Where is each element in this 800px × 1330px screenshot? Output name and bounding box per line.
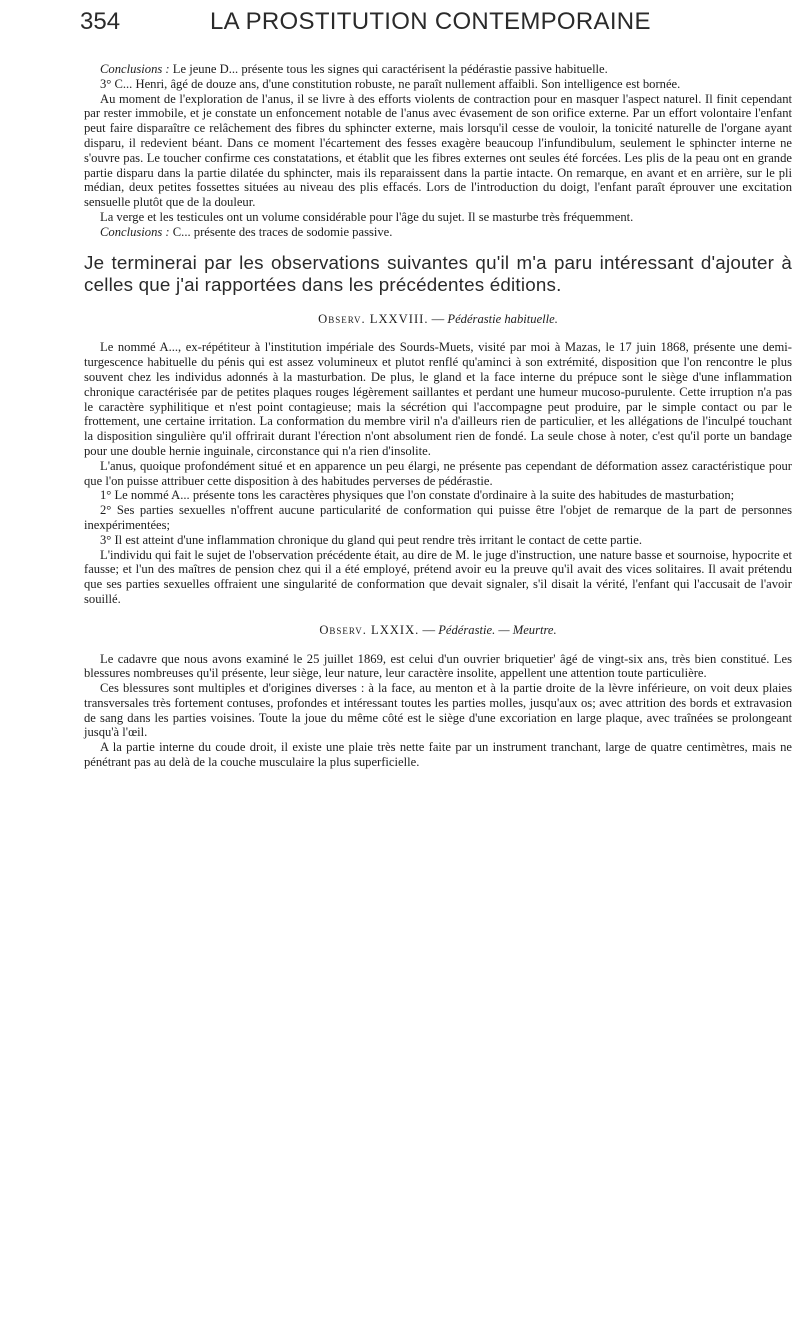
observation-78-paragraph: Le nommé A..., ex-répétiteur à l'institution impériale des Sourds-Muets, visité par moi à Mazas, le 17 juin 1868, présente une demi-turgescence habituelle du pénis qui est assez volumineux et plutot renflé qu'aminci à son extrémité, disposition que l'on rencontre le plus souvent chez les individus adonnés à la masturbation. De plus, le gland et la face interne du prépuce sont le siège d'une inflammation chronique caractérisée par de petites plaques rouges légèrement saillantes et perdant une humeur mucoso-purulente. Cette irruption n'a pas le caractère syphilitique et n'est point contagieuse; mais la sécrétion qui l'accompagne peut produire, par le simple contact ou par le frottement, une certaine irritation. La conformation du membre viril n'a d'ailleurs rien de particulier, et les allégations de l'inculpé touchant la disposition singulière qu'il offrirait durant l'érection n'ont absolument rien de fondé. La seule chose à noter, c'est qu'il porte un bandage pour une double hernie inguinale, circonstance qui n'a rien d'insolite. <box>84 340 792 458</box>
body-text <box>84 62 792 770</box>
conclusions-label: Conclusions : <box>100 224 170 239</box>
observation-label: Observ. LXXIX. <box>319 622 420 637</box>
observation-78-paragraph: L'individu qui fait le sujet de l'observation précédente était, au dire de M. le juge d'instruction, une nature basse et sournoise, hypocrite et fausse; et l'un des maîtres de pension chez qui il a été employé, prétend avoir eu la preuve qu'il avait des vices solitaires. Il avait prétendu que ses parties sexuelles offraient une singularité de conformation que devait signaler, s'il disait la vérité, l'enfant qui l'accusait de l'avoir souillé. <box>84 547 792 606</box>
observation-label: Observ. LXXVIII. <box>318 311 429 326</box>
conclusions-paragraph-1 <box>84 62 792 77</box>
conclusions-text: C... présente des traces de sodomie passive. <box>169 224 393 239</box>
observation-title: Pédérastie habituelle. <box>447 311 558 326</box>
conclusions-text: Le jeune D... présente tous les signes qui caractérisent la pédérastie passive habituelle. <box>169 62 608 76</box>
conclusions-paragraph-2 <box>84 225 792 240</box>
observation-78-conclusion-1: 1° Le nommé A... présente tons les caractères physiques que l'on constate d'ordinaire à la suite des habitudes de masturbation; <box>100 488 735 503</box>
observation-78-conclusion-3: 3° Il est atteint d'une inflammation chronique du gland qui peut rendre très irritant le contact de cette partie. <box>100 532 642 547</box>
heading-dash: — <box>428 311 448 326</box>
conclusions-label: Conclusions : <box>100 62 170 76</box>
page-number: 354 <box>80 8 121 35</box>
running-title: LA PROSTITUTION CONTEMPORAINE <box>210 8 651 35</box>
observation-79-paragraph: Ces blessures sont multiples et d'origines diverses : à la face, au menton et à la partie droite de la lèvre inférieure, on voit deux plaies transversales très fortement contuses, profondes et intéressant toutes les parties molles, jusqu'aux os; avec attrition des bords et extravasion de sang dans les parties voisines. Toute la joue du même côté est le siège d'une excoriation en large plaque, avec traînées se prolongeant jusqu'à l'œil. <box>84 681 792 740</box>
observation-title: Pédérastie. — Meurtre. <box>438 622 557 637</box>
observation-79-paragraph: A la partie interne du coude droit, il existe une plaie très nette faite par un instrument tranchant, large de quatre centimètres, mais ne pénétrant pas au delà de la couche musculaire la plus superficielle. <box>84 740 792 770</box>
observation-78-conclusion-2: 2° Ses parties sexuelles n'offrent aucune particularité de conformation qui puisse être l'objet de remarque de la part de personnes inexpérimentées; <box>84 503 792 532</box>
case-3-exam: Au moment de l'exploration de l'anus, il se livre à des efforts violents de contraction pour en masquer l'aspect naturel. Il finit cependant par rester immobile, et je constate un enfoncement notable de l'anus avec évasement de son orifice externe. Par un effort volontaire l'enfant peut faire disparaître ce relâchement des fibres du sphincter externe, mais lorsqu'il cesse de vouloir, la tonicité naturelle de l'organe ayant disparu, il redevient béant. Dans ce moment l'écartement des fesses exagère beaucoup l'infundibulum, seulement le sphincter interne ne s'ouvre pas. Le toucher confirme ces constatations, et établit que les fibres externes ont seules été forcées. Les plis de la peau ont en grande partie disparu dans la partie dilatée du sphincter, mais ils reparaissent dans la partie intacte. On remarque, en avant et en arrière, sur le pli médian, deux petites fossettes situées au niveau des plis effacés. Lors de l'introduction du doigt, l'enfant paraît éprouver une excitation sensuelle plutôt que de la douleur. <box>84 91 792 210</box>
page-header <box>80 8 740 46</box>
heading-dash: — <box>419 622 439 637</box>
observation-79-heading <box>84 623 792 638</box>
observation-78-heading <box>84 312 792 327</box>
observation-79-paragraph: Le cadavre que nous avons examiné le 25 juillet 1869, est celui d'un ouvrier briquetier' âgé de vingt-six ans, très bien constitué. Les blessures nombreuses qu'il présente, leur siège, leur nature, leur caractère insolite, appellent une attention toute particulière. <box>84 651 792 681</box>
observation-78-paragraph: L'anus, quoique profondément situé et en apparence un peu élargi, ne présente pas cependant de déformation assez caractéristique pour que l'on puisse attribuer cette disposition à des habitudes perverses de pédérastie. <box>84 458 792 488</box>
intro-large-paragraph: Je terminerai par les observations suivantes qu'il m'a paru intéressant d'ajouter à celles que j'ai rapportées dans les précédentes éditions. <box>84 251 792 295</box>
case-3-intro: 3° C... Henri, âgé de douze ans, d'une constitution robuste, ne paraît nullement affaibli. Son intelligence est bornée. <box>100 76 681 91</box>
case-3-genitals: La verge et les testicules ont un volume considérable pour l'âge du sujet. Il se masturbe très fréquemment. <box>100 209 634 224</box>
